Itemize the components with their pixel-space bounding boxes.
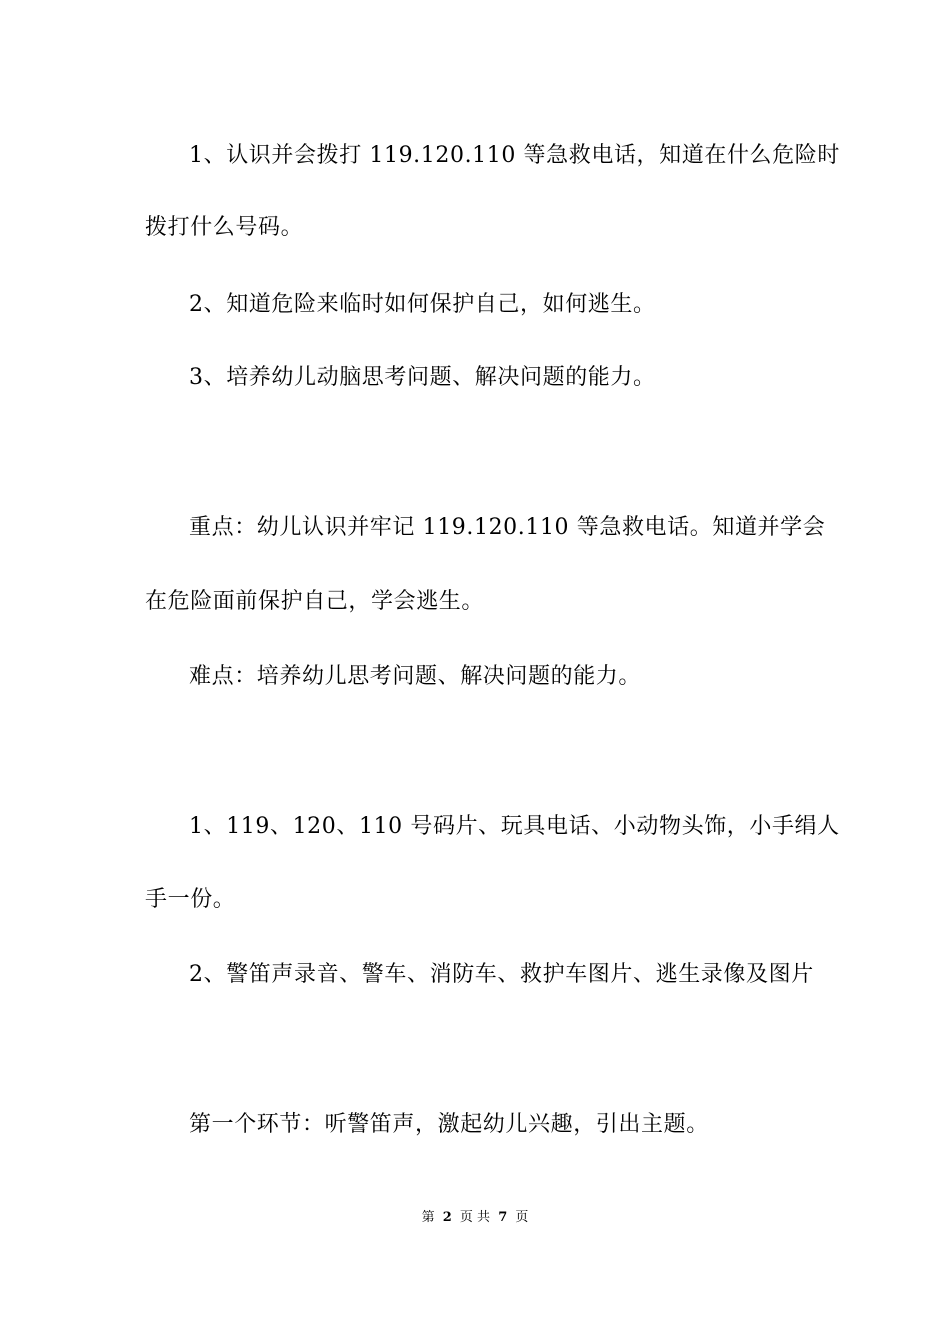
objective-3: 3、培养幼儿动脑思考问题、解决问题的能力。 — [189, 365, 656, 390]
objective-2: 2、知道危险来临时如何保护自己，如何逃生。 — [189, 292, 656, 317]
objective-1-line-1: 1、认识并会拨打 119.120.110 等急救电话，知道在什么危险时 — [189, 143, 840, 168]
footer-middle: 页 共 — [459, 1210, 491, 1225]
step-1: 第一个环节：听警笛声，激起幼儿兴趣，引出主题。 — [189, 1112, 709, 1137]
material-1-line-2: 手一份。 — [145, 887, 236, 912]
key-point-line-1: 重点：幼儿认识并牢记 119.120.110 等急救电话。知道并学会 — [189, 515, 826, 540]
objective-1-line-2: 拨打什么号码。 — [145, 215, 304, 240]
footer-current-page: 2 — [442, 1210, 452, 1225]
page-footer — [0, 1209, 950, 1227]
footer-total-pages: 7 — [498, 1210, 508, 1225]
key-point-line-2: 在危险面前保护自己，学会逃生。 — [145, 589, 485, 614]
material-2: 2、警笛声录音、警车、消防车、救护车图片、逃生录像及图片 — [189, 962, 814, 987]
footer-suffix: 页 — [515, 1210, 529, 1225]
footer-prefix: 第 — [421, 1210, 435, 1225]
difficulty-point: 难点：培养幼儿思考问题、解决问题的能力。 — [189, 664, 642, 689]
material-1-line-1: 1、119、120、110 号码片、玩具电话、小动物头饰，小手绢人 — [189, 814, 840, 839]
